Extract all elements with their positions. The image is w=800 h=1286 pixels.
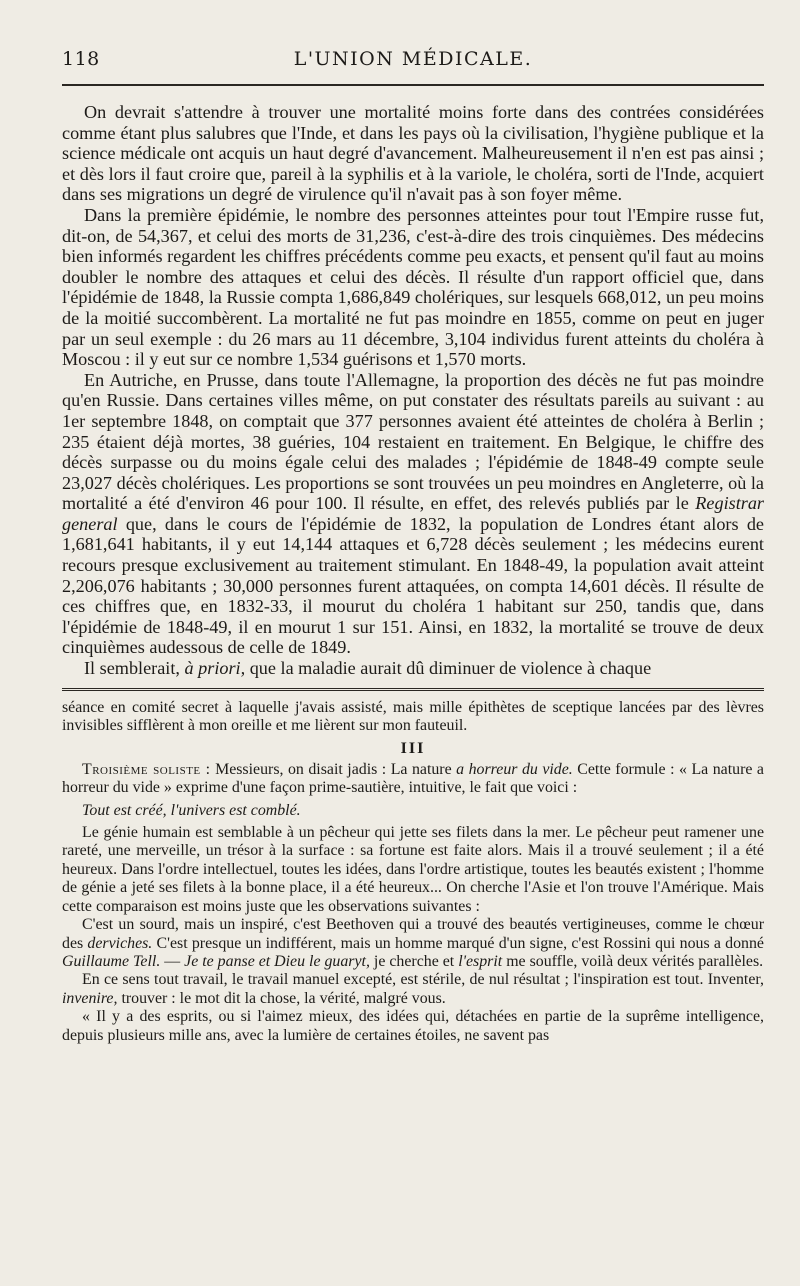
paragraph-text: Il semblerait, xyxy=(84,658,180,679)
feuilleton-paragraph: Le génie humain est semblable à un pêcheur qui jette ses filets dans la mer. Le pêcheur peut ramener une rareté, une merveille, un trésor à la surface : sa fortune est faite alors. Mais il a trouvé seulement ; il a été heureux. Dans l'ordre intellectuel, toutes les idées, dans l'ordre artistique, toutes les beautés existent ; l'homme de génie a jeté ses filets à la bonne place, il a été heureux... On cherche l'Asie et l'on trouve l'Amérique. Mais cette comparaison est moins juste que les observations suivantes : xyxy=(62,824,764,915)
italic-term: Je te panse et Dieu le guaryt, xyxy=(184,952,370,970)
paragraph-text: Messieurs, on disait jadis : La nature xyxy=(215,760,452,778)
feuilleton-paragraph xyxy=(62,971,764,1008)
main-article xyxy=(62,102,764,679)
italic-term: derviches. xyxy=(87,934,153,952)
paragraph-text: Cette formule : « La nature a horreur du vide » exprime d'une façon prime-sautière, intuitive, le fait que voici : xyxy=(62,760,764,797)
page-number: 118 xyxy=(62,48,100,70)
italic-term: invenire, xyxy=(62,989,118,1007)
paragraph-text: En ce sens tout travail, le travail manuel excepté, est stérile, de nul résultat ; l'inspiration est tout. Inventer, xyxy=(82,971,764,989)
feuilleton xyxy=(62,699,764,1045)
italic-term: Guillaume Tell. xyxy=(62,952,161,970)
feuilleton-paragraph: « Il y a des esprits, ou si l'aimez mieux, des idées qui, détachées en partie de la suprême intelligence, depuis plusieurs mille ans, avec la lumière de certaines étoiles, ne savent pas xyxy=(62,1008,764,1044)
paragraph: Dans la première épidémie, le nombre des personnes atteintes pour tout l'Empire russe fut, dit-on, de 54,367, et celui des morts de 31,236, c'est-à-dire des trois cinquièmes. Des médecins bien informés regardent les chiffres précédents comme peu exacts, et pensent qu'il faut au moins doubler le nombre des attaques et celui des décès. Il résulte d'un rapport officiel que, dans l'épidémie de 1848, la Russie compta 1,686,849 cholériques, sur lesquels 668,012, un peu moins de la moitié succombèrent. La mortalité ne fut pas moindre en 1855, comme on peut en juger par un seul exemple : du 26 mars au 11 décembre, 3,104 individus furent atteints du choléra à Moscou : il y eut sur ce nombre 1,534 guérisons et 1,570 morts. xyxy=(62,204,764,370)
feuilleton-divider xyxy=(62,688,764,693)
feuilleton-intro: séance en comité secret à laquelle j'avais assisté, mais mille épithètes de sceptique lancées par des lèvres invisibles sifflèrent à mon oreille et me lièrent sur mon fauteuil. xyxy=(62,698,764,735)
paragraph-text: C'est un sourd, mais un inspiré, c'est Beethoven qui a trouvé des beautés vertigineuses, comme le chœur des xyxy=(62,916,764,952)
paragraph: On devrait s'attendre à trouver une mortalité moins forte dans des contrées considérées comme étant plus salubres que l'Inde, et dans les pays où la civilisation, l'hygiène publique et la science médicale ont acquis un haut degré d'avancement. Malheureusement il n'en est pas ainsi ; et dès lors il faut croire que, pareil à la syphilis et à la variole, le choléra, sorti de l'Inde, acquiert dans ses migrations un degré de virulence qu'il n'avait pas à son foyer même. xyxy=(62,102,764,205)
italic-term: à priori, xyxy=(184,658,246,679)
motto xyxy=(62,802,764,820)
page-header xyxy=(62,44,764,86)
motto-text: Tout est créé, l'univers est comblé. xyxy=(82,801,301,819)
feuilleton-paragraph xyxy=(62,916,764,971)
paragraph-text: C'est presque un indifférent, mais un homme marqué d'un signe, c'est Rossini qui nous a donné xyxy=(156,934,764,952)
feuilleton-paragraph xyxy=(62,761,764,798)
paragraph-text: me souffle, voilà deux vérités parallèles. xyxy=(506,952,764,970)
paragraph-text: je cherche et xyxy=(373,952,455,970)
paragraph-text: — xyxy=(164,952,181,970)
paragraph xyxy=(62,658,764,679)
paragraph-text: En Autriche, en Prusse, dans toute l'Allemagne, la proportion des décès ne fut pas moindre qu'en Russie. Dans certaines villes même, on put constater des résultats pareils au suivant : au 1er septembre 1848, on comptait que 377 personnes avaient été atteintes de choléra à Berlin ; 235 étaient déjà mortes, 38 guéries, 104 restaient en traitement. En Belgique, le chiffre des décès surpasse ou du moins égale celui des malades ; l'épidémie de 1848-49 compte seule 23,027 décès cholériques. Les proportions se sont trouvées un peu moindres en Angleterre, où la mortalité a été d'environ 46 pour 100. Il résulte, en effet, des relevés publiés par le xyxy=(62,369,764,514)
running-title: L'UNION MÉDICALE. xyxy=(293,48,533,70)
paragraph-text: trouver : le mot dit la chose, la vérité, malgré vous. xyxy=(121,989,446,1007)
italic-term: a horreur du vide. xyxy=(456,760,573,778)
speaker-label: Troisième soliste : xyxy=(82,760,211,778)
italic-term: l'esprit xyxy=(458,952,503,970)
section-number: III xyxy=(400,740,426,758)
italic-term: Registrar general xyxy=(62,493,765,534)
paragraph-text: que la maladie aurait dû diminuer de violence à chaque xyxy=(249,658,652,679)
paragraph-text: que, dans le cours de l'épidémie de 1832, la population de Londres étant alors de 1,681,641 habitants, il y eut 14,144 attaques et 6,728 décès seulement ; les médecins eurent recours presque exclusivement au traitement stimulant. En 1848-49, la population avait atteint 2,206,076 habitants ; 30,000 personnes furent attaquées, on compta 14,601 décès. Il résulte de ces chiffres que, en 1832-33, il mourut du choléra 1 habitant sur 250, tandis que, dans l'épidémie de 1848-49, il en mourut 1 sur 151. Ainsi, en 1832, la mortalité se trouve de deux cinquièmes audessous de celle de 1849. xyxy=(62,513,764,658)
paragraph xyxy=(62,370,764,658)
